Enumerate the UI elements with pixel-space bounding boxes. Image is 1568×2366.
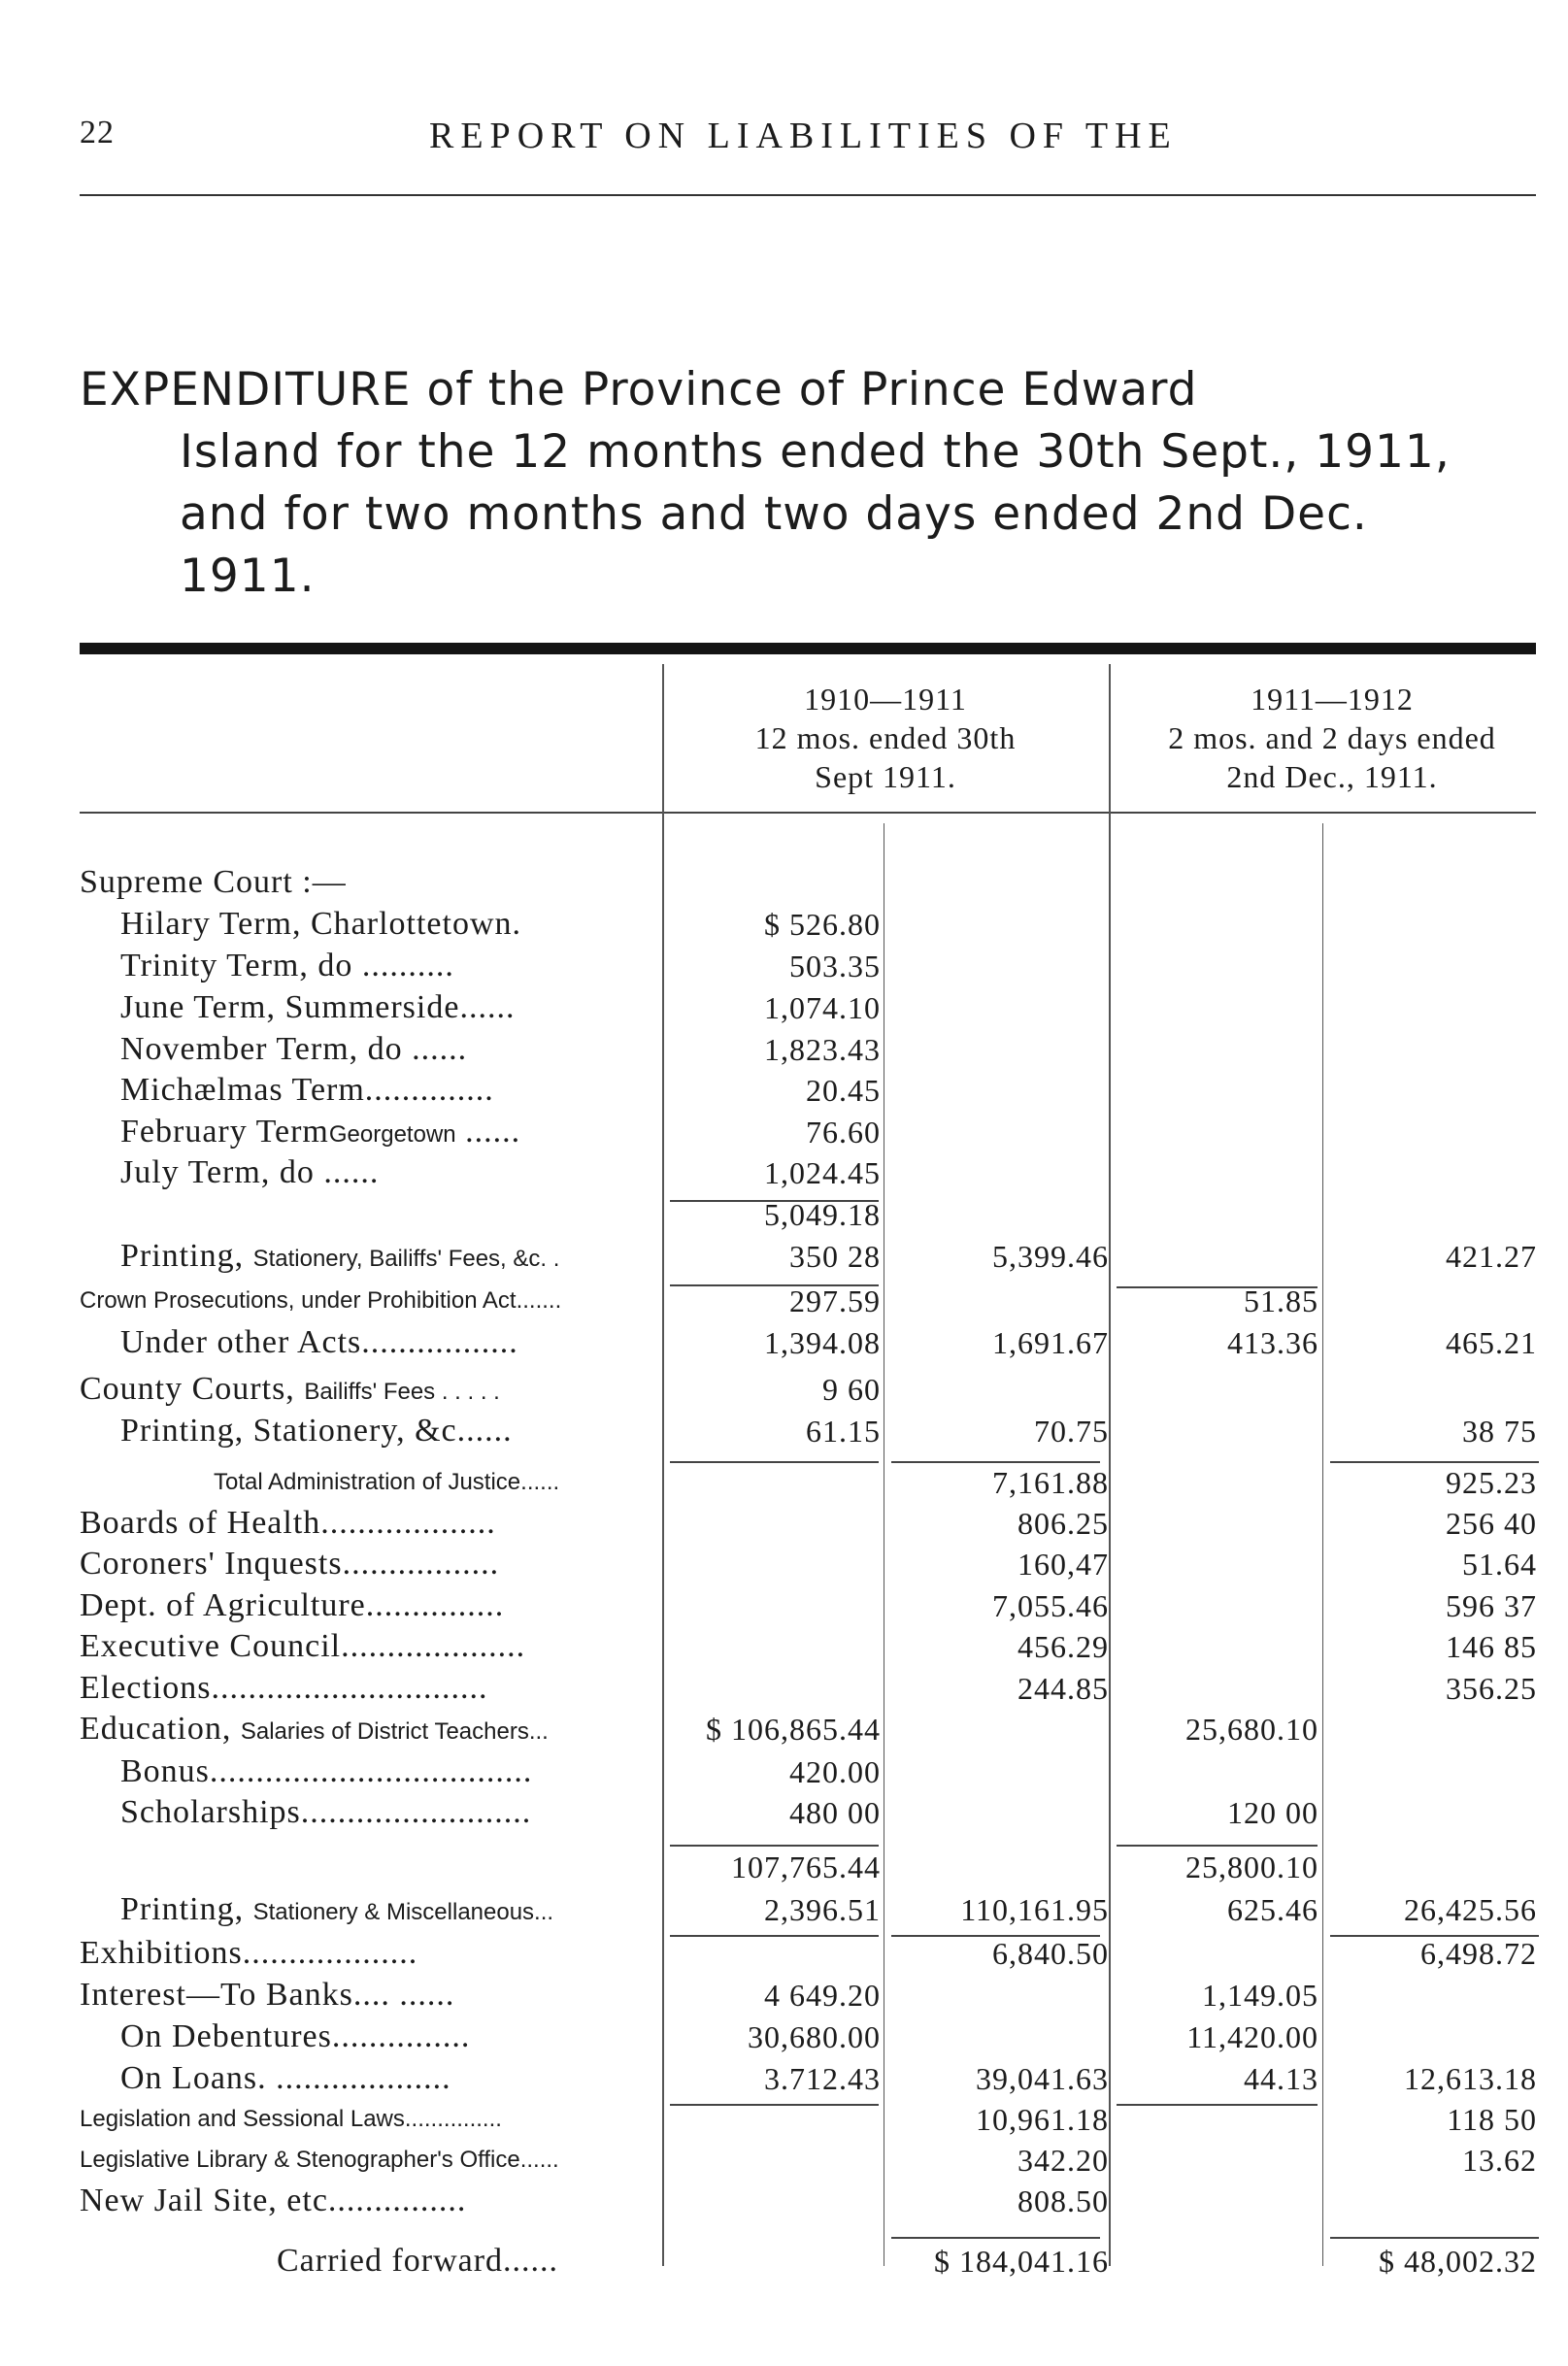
row-label xyxy=(120,1114,520,1153)
row-label xyxy=(120,2018,470,2055)
running-header xyxy=(80,115,1536,163)
amount-cell: 110,161.95 xyxy=(960,1892,1109,1927)
title-line: and for two months and two days ended 2nd Dec. xyxy=(180,487,1368,541)
amount-cell: 925.23 xyxy=(1446,1465,1537,1500)
amount-cell: 350 28 xyxy=(789,1239,881,1274)
row-label xyxy=(214,1464,559,1501)
row-label-detail: Stationery, Bailiffs' Fees, &c. . xyxy=(252,1246,560,1272)
amount-cell: 256 40 xyxy=(1446,1506,1537,1541)
row-label xyxy=(80,1546,499,1583)
amount-cell: 13.62 xyxy=(1462,2143,1537,2178)
amount-cell: 297.59 xyxy=(789,1283,881,1318)
running-title: REPORT ON LIABILITIES OF THE xyxy=(429,116,1178,156)
row-label-text: New Jail Site, etc............... xyxy=(80,2183,467,2218)
row-label-text: Bonus................................... xyxy=(120,1753,533,1789)
sum-rule xyxy=(670,2104,879,2106)
amount-cell: 20.45 xyxy=(806,1073,881,1108)
sum-rule xyxy=(670,1935,879,1937)
row-label-text: June Term, Summerside...... xyxy=(120,989,516,1025)
amount-cell: 160,47 xyxy=(1018,1547,1109,1582)
sum-rule xyxy=(670,1845,879,1847)
amount-cell: 61.15 xyxy=(806,1414,881,1449)
amount-cell: 456.29 xyxy=(1018,1629,1109,1664)
row-label xyxy=(80,2183,466,2219)
row-label-text: Printing, xyxy=(120,1891,253,1927)
amount-cell: $ 48,002.32 xyxy=(1379,2244,1537,2279)
amount-cell: 244.85 xyxy=(1018,1671,1109,1706)
column-header-1911-1912 xyxy=(1109,680,1555,796)
sum-rule xyxy=(891,2237,1100,2239)
row-label-text: Scholarships......................... xyxy=(120,1794,532,1830)
amount-cell: 356.25 xyxy=(1446,1671,1537,1706)
amount-cell: 625.46 xyxy=(1227,1892,1318,1927)
row-label-detail: Stationery & Miscellaneous... xyxy=(252,1899,554,1925)
amount-cell: 421.27 xyxy=(1446,1239,1537,1274)
row-label xyxy=(120,1154,379,1191)
row-label xyxy=(120,948,454,984)
row-label-text: Elections.............................. xyxy=(80,1670,488,1706)
row-label xyxy=(80,1711,549,1750)
amount-cell: 70.75 xyxy=(1034,1414,1109,1449)
amount-cell: 420.00 xyxy=(789,1754,881,1789)
row-label xyxy=(120,1031,467,1068)
amount-cell: 51.64 xyxy=(1462,1547,1537,1582)
amount-cell: 503.35 xyxy=(789,949,881,983)
amount-cell: 1,074.10 xyxy=(764,990,881,1025)
row-label xyxy=(80,1587,504,1624)
amount-cell: 30,680.00 xyxy=(748,2019,881,2054)
row-label-text: Printing, Stationery, &c...... xyxy=(120,1413,513,1449)
row-label xyxy=(120,1324,518,1361)
amount-cell: 38 75 xyxy=(1462,1414,1537,1449)
row-label-text: Legislation and Sessional Laws............... xyxy=(80,2106,502,2132)
row-label xyxy=(80,1935,417,1972)
row-label xyxy=(120,2060,451,2097)
title-line: EXPENDITURE of the Province of Prince Edward xyxy=(80,363,1198,417)
amount-cell: 480 00 xyxy=(789,1795,881,1830)
row-label-text: Carried forward...... xyxy=(277,2243,559,2279)
column-header-line: Sept 1911. xyxy=(815,759,956,794)
amount-cell: 7,161.88 xyxy=(992,1465,1109,1500)
column-divider xyxy=(1322,823,1323,2266)
row-label xyxy=(80,1371,500,1411)
amount-cell: 3.712.43 xyxy=(764,2061,881,2096)
amount-cell: 1,823.43 xyxy=(764,1032,881,1067)
row-label xyxy=(277,2243,558,2280)
amount-cell: 7,055.46 xyxy=(992,1588,1109,1623)
amount-cell: $ 106,865.44 xyxy=(706,1712,881,1747)
amount-cell: $ 526.80 xyxy=(764,907,881,942)
sum-rule xyxy=(1117,1845,1318,1847)
row-label-detail: Bailiffs' Fees . . . . . xyxy=(304,1379,500,1405)
row-label-text: Legislative Library & Stenographer's Office...... xyxy=(80,2147,559,2173)
amount-cell: 596 37 xyxy=(1446,1588,1537,1623)
column-divider xyxy=(1109,664,1111,2266)
row-label-text: Printing, xyxy=(120,1238,253,1274)
amount-cell: 465.21 xyxy=(1446,1325,1537,1360)
row-label-text: Hilary Term, Charlottetown. xyxy=(120,906,522,942)
row-label-text: On Debentures............... xyxy=(120,2018,471,2054)
row-label-text: November Term, do ...... xyxy=(120,1031,468,1067)
sum-rule xyxy=(891,1461,1100,1463)
row-label-detail: Salaries of District Teachers... xyxy=(240,1718,549,1745)
row-label-text: Interest—To Banks.... ...... xyxy=(80,1977,455,2013)
row-label xyxy=(80,2142,559,2179)
row-label xyxy=(120,1413,513,1450)
row-label-text: Supreme Court :— xyxy=(80,864,347,900)
amount-cell: 76.60 xyxy=(806,1115,881,1150)
amount-cell: 1,149.05 xyxy=(1202,1978,1318,2013)
amount-cell: 413.36 xyxy=(1227,1325,1318,1360)
row-label-text: Michælmas Term.............. xyxy=(120,1072,494,1108)
title-line: 1911. xyxy=(180,550,316,603)
amount-cell: 26,425.56 xyxy=(1404,1892,1537,1927)
row-label xyxy=(120,1753,532,1790)
table-title xyxy=(80,359,1555,608)
amount-cell: 2,396.51 xyxy=(764,1892,881,1927)
amount-cell: 51.85 xyxy=(1244,1283,1318,1318)
amount-cell: 25,680.10 xyxy=(1185,1712,1318,1747)
thick-rule xyxy=(80,643,1536,654)
amount-cell: 11,420.00 xyxy=(1186,2019,1318,2054)
row-label-text: July Term, do ...... xyxy=(120,1154,380,1190)
amount-cell: 808.50 xyxy=(1018,2183,1109,2218)
row-label-text: Under other Acts................. xyxy=(120,1324,518,1360)
amount-cell: 12,613.18 xyxy=(1404,2061,1537,2096)
amount-cell: 6,498.72 xyxy=(1420,1936,1537,1971)
row-label-text: Total Administration of Justice...... xyxy=(214,1469,560,1495)
row-label-detail: Georgetown xyxy=(328,1121,456,1148)
amount-cell: 107,765.44 xyxy=(731,1849,881,1884)
amount-cell: 44.13 xyxy=(1244,2061,1318,2096)
row-label xyxy=(120,989,515,1026)
row-label xyxy=(80,1977,454,2014)
row-label-text: Dept. of Agriculture............... xyxy=(80,1587,505,1623)
amount-cell: 5,399.46 xyxy=(992,1239,1109,1274)
row-label-text: County Courts, xyxy=(80,1371,305,1407)
amount-cell: 1,024.45 xyxy=(764,1155,881,1190)
column-header-rule xyxy=(80,812,1536,814)
column-header-line: 1911—1912 xyxy=(1251,682,1414,716)
sum-rule xyxy=(1330,2237,1539,2239)
row-label-text: Trinity Term, do .......... xyxy=(120,948,454,983)
row-label-text: On Loans. ................... xyxy=(120,2060,451,2096)
row-label-text: Education, xyxy=(80,1711,241,1747)
column-header-1910-1911 xyxy=(662,680,1109,796)
row-label-text: Exhibitions................... xyxy=(80,1935,418,1971)
row-label-text: February Term xyxy=(120,1114,329,1150)
amount-cell: 146 85 xyxy=(1446,1629,1537,1664)
row-label xyxy=(120,906,521,943)
column-divider xyxy=(662,664,664,2266)
amount-cell: 118 50 xyxy=(1447,2102,1537,2137)
title-line: Island for the 12 months ended the 30th Sept., 1911, xyxy=(180,425,1451,479)
row-label-text: Coroners' Inquests................. xyxy=(80,1546,500,1582)
sum-rule xyxy=(1117,2104,1318,2106)
page-number: 22 xyxy=(80,115,115,150)
amount-cell: 1,691.67 xyxy=(992,1325,1109,1360)
amount-cell: 4 649.20 xyxy=(764,1978,881,2013)
amount-cell: 10,961.18 xyxy=(976,2102,1109,2137)
row-label xyxy=(120,1794,531,1831)
row-label xyxy=(120,1238,559,1278)
amount-cell: 5,049.18 xyxy=(764,1197,881,1232)
amount-cell: 9 60 xyxy=(822,1372,881,1407)
amount-cell: 25,800.10 xyxy=(1185,1849,1318,1884)
row-label xyxy=(80,1628,525,1665)
amount-cell: 6,840.50 xyxy=(992,1936,1109,1971)
amount-cell: 39,041.63 xyxy=(976,2061,1109,2096)
amount-cell: $ 184,041.16 xyxy=(934,2244,1109,2279)
column-header-line: 12 mos. ended 30th xyxy=(754,720,1017,755)
row-label-text: Boards of Health................... xyxy=(80,1505,496,1541)
sum-rule xyxy=(670,1461,879,1463)
amount-cell: 120 00 xyxy=(1227,1795,1318,1830)
row-label xyxy=(80,2101,502,2138)
row-label xyxy=(120,1072,494,1109)
sum-rule xyxy=(1330,1461,1539,1463)
header-rule xyxy=(80,194,1536,196)
amount-cell: 806.25 xyxy=(1018,1506,1109,1541)
column-header-line: 2nd Dec., 1911. xyxy=(1226,759,1438,794)
row-label xyxy=(80,1670,488,1707)
column-header-line: 2 mos. and 2 days ended xyxy=(1168,720,1496,755)
row-label-leader: ...... xyxy=(455,1114,521,1150)
column-header-line: 1910—1911 xyxy=(804,682,967,716)
row-label xyxy=(80,1283,561,1319)
row-label-text: Executive Council.................... xyxy=(80,1628,526,1664)
row-label xyxy=(120,1891,553,1931)
row-label xyxy=(80,1505,496,1542)
row-label xyxy=(80,864,347,901)
row-label-text: Crown Prosecutions, under Prohibition Act....... xyxy=(80,1287,562,1314)
amount-cell: 1,394.08 xyxy=(764,1325,881,1360)
amount-cell: 342.20 xyxy=(1018,2143,1109,2178)
